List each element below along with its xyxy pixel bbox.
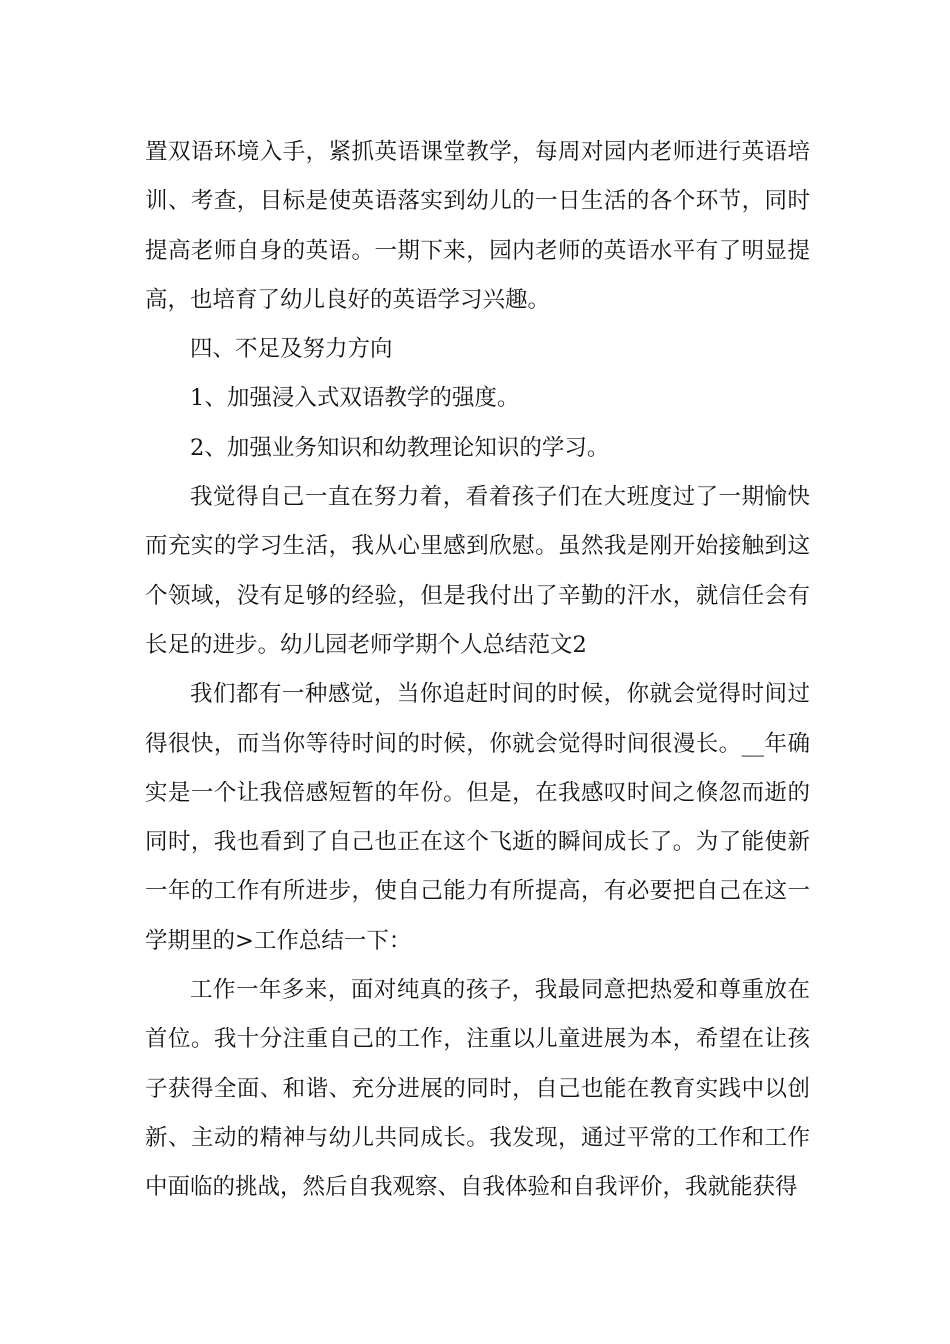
paragraph-continuation: 置双语环境入手，紧抓英语课堂教学，每周对园内老师进行英语培训、考查，目标是使英语落实到幼儿的一日生活的各个环节，同时提高老师自身的英语。一期下来，园内老师的英语水平有了明显提高，也培育了幼儿良好的英语学习兴趣。 bbox=[145, 139, 810, 313]
list-item-1: 1、加强浸入式双语教学的强度。 bbox=[190, 385, 520, 412]
document-body bbox=[145, 128, 810, 1213]
paragraph-time: 我们都有一种感觉，当你追赶时间的时候，你就会觉得时间过得很快，而当你等待时间的时候，你就会觉得时间很漫长。__年确实是一个让我倍感短暂的年份。但是，在我感叹时间之倏忽而逝的同时，我也看到了自己也正在这个飞逝的瞬间成长了。为了能使新一年的工作有所进步，使自己能力有所提高，有必要把自己在这一学期里的>工作总结一下： bbox=[145, 681, 810, 954]
paragraph-work: 工作一年多来，面对纯真的孩子，我最同意把热爱和尊重放在首位。我十分注重自己的工作，注重以儿童进展为本，希望在让孩子获得全面、和谐、充分进展的同时，自己也能在教育实践中以创新、主动的精神与幼儿共同成长。我发现，通过平常的工作和工作中面临的挑战，然后自我观察、自我体验和自我评价，我就能获得 bbox=[145, 977, 810, 1201]
paragraph-reflection: 我觉得自己一直在努力着，看着孩子们在大班度过了一期愉快而充实的学习生活，我从心里感到欣慰。虽然我是刚开始接触到这个领域，没有足够的经验，但是我付出了辛勤的汗水，就信任会有长足的进步。幼儿园老师学期个人总结范文2 bbox=[145, 484, 810, 658]
list-item-2: 2、加强业务知识和幼教理论知识的学习。 bbox=[190, 434, 610, 461]
section-heading-shortcomings: 四、不足及努力方向 bbox=[190, 336, 393, 363]
